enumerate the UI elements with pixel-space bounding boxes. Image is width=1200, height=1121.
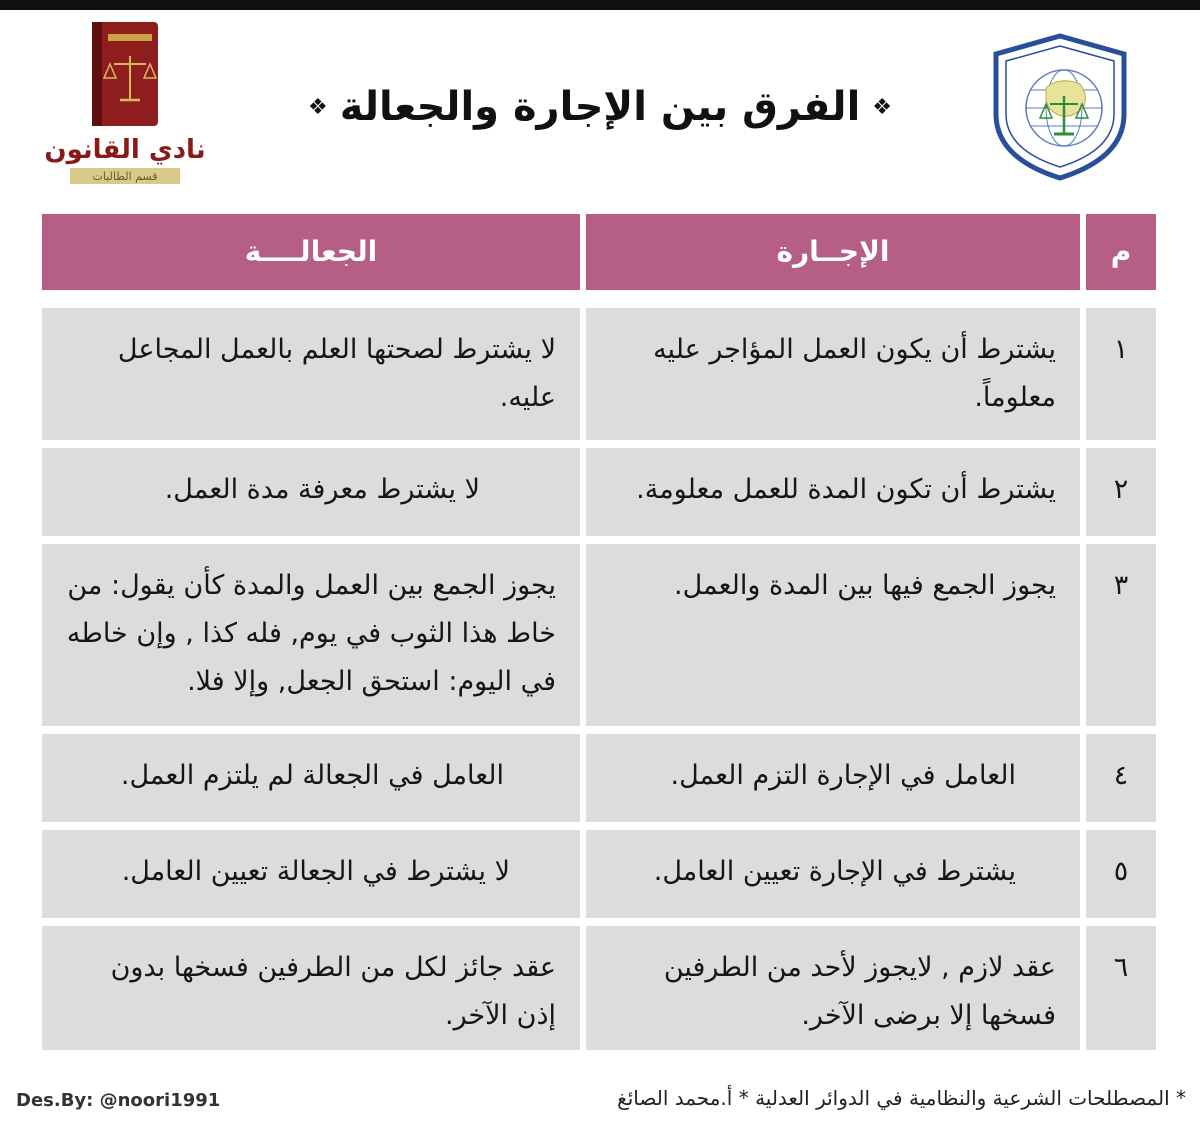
row-num: ٦ xyxy=(1086,926,1156,1050)
row-ijara: يشترط أن يكون العمل المؤاجر عليه معلوماً. xyxy=(586,308,1080,440)
header-jaala: الجعالــــة xyxy=(42,214,580,290)
table-row xyxy=(42,544,1156,726)
row-ijara: يشترط أن تكون المدة للعمل معلومة. xyxy=(586,448,1080,536)
comparison-table xyxy=(42,214,1156,1058)
designer-credit: Des.By: @noori1991 xyxy=(16,1090,221,1111)
title-ornament-left: ❖ xyxy=(307,94,328,120)
row-num: ٥ xyxy=(1086,830,1156,918)
table-header-row xyxy=(42,214,1156,290)
table-row xyxy=(42,926,1156,1050)
row-ijara: عقد لازم , لايجوز لأحد من الطرفين فسخها إلا برضى الآخر. xyxy=(586,926,1080,1050)
row-jaala: لا يشترط معرفة مدة العمل. xyxy=(42,448,580,536)
row-jaala: لا يشترط لصحتها العلم بالعمل المجاعل عليه. xyxy=(42,308,580,440)
title-ornament-right: ❖ xyxy=(872,94,893,120)
row-jaala: لا يشترط في الجعالة تعيين العامل. xyxy=(42,830,580,918)
row-num: ٣ xyxy=(1086,544,1156,726)
header-num: م xyxy=(1086,214,1156,290)
law-club-logo xyxy=(40,18,210,193)
row-jaala: عقد جائز لكل من الطرفين فسخها بدون إذن الآخر. xyxy=(42,926,580,1050)
row-jaala: العامل في الجعالة لم يلتزم العمل. xyxy=(42,734,580,822)
top-border xyxy=(0,0,1200,10)
row-ijara: يشترط في الإجارة تعيين العامل. xyxy=(586,830,1080,918)
row-ijara: العامل في الإجارة التزم العمل. xyxy=(586,734,1080,822)
row-num: ٢ xyxy=(1086,448,1156,536)
row-num: ٤ xyxy=(1086,734,1156,822)
college-law-emblem-icon xyxy=(988,32,1132,182)
page-title-text: الفرق بين الإجارة والجعالة xyxy=(339,84,861,130)
college-logo xyxy=(988,32,1132,182)
club-subtitle: قسم الطالبات xyxy=(92,170,158,183)
club-name: نادي القانون xyxy=(44,135,206,165)
row-ijara: يجوز الجمع فيها بين المدة والعمل. xyxy=(586,544,1080,726)
row-jaala: يجوز الجمع بين العمل والمدة كأن يقول: من خاط هذا الثوب في يوم, فله كذا , وإن خاطه في اليوم: استحق الجعل, وإلا فلا. xyxy=(42,544,580,726)
table-row xyxy=(42,308,1156,440)
table-row xyxy=(42,734,1156,822)
table-row xyxy=(42,830,1156,918)
page-title xyxy=(260,72,940,142)
law-book-scales-icon xyxy=(40,18,210,193)
header-ijara: الإجــارة xyxy=(586,214,1080,290)
table-row xyxy=(42,448,1156,536)
source-citation: * المصطلحات الشرعية والنظامية في الدوائر العدلية * أ.محمد الصائغ xyxy=(617,1086,1186,1110)
row-num: ١ xyxy=(1086,308,1156,440)
